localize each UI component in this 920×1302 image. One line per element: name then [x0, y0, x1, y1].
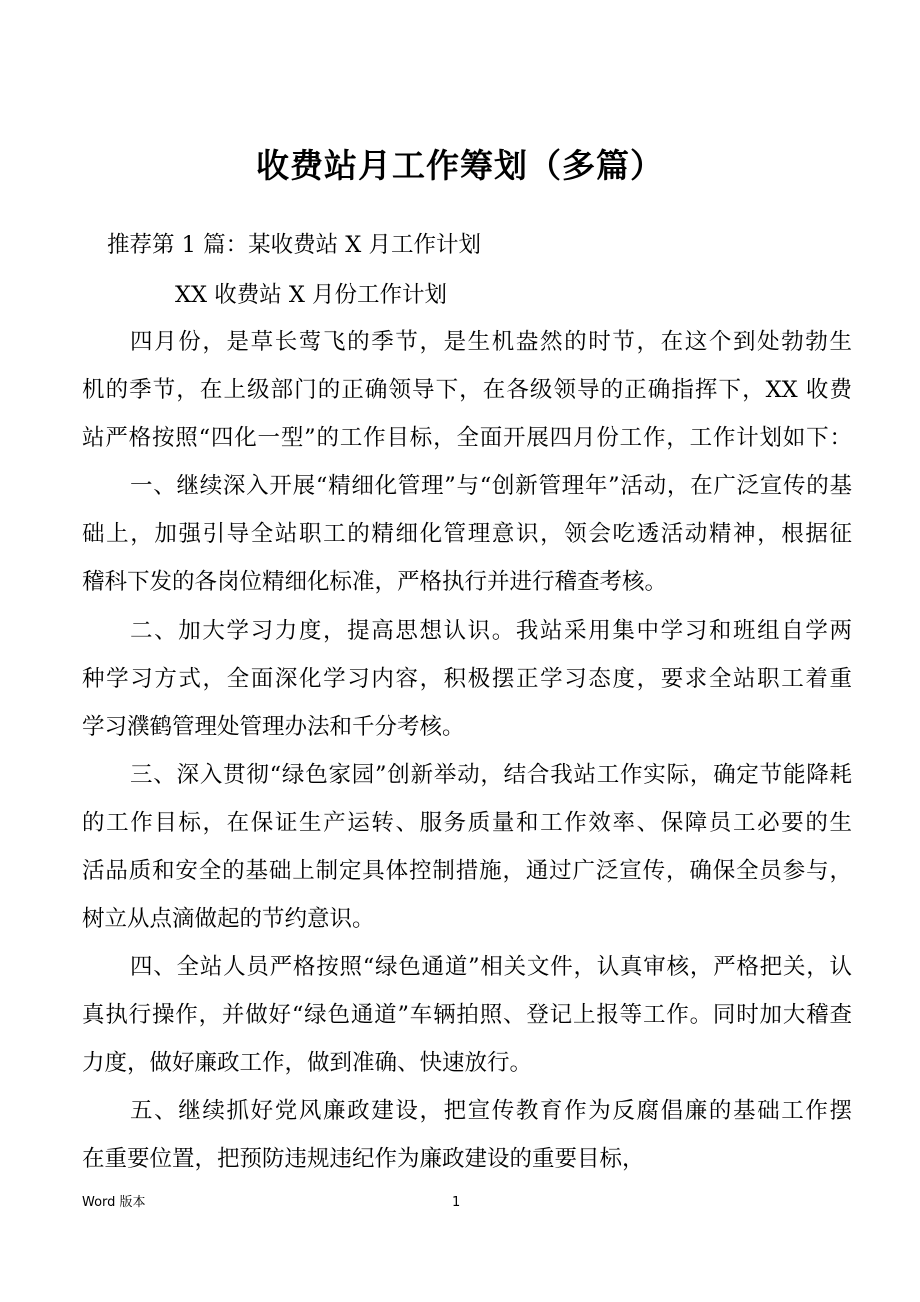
paragraph-line: 五、继续抓好党风廉政建设，把宣传教育作为反腐倡廉的基础工作摆: [130, 1098, 852, 1124]
paragraph-line: 树立从点滴做起的节约意识。: [82, 906, 375, 932]
paragraph-line: 稽科下发的各岗位精细化标准，严格执行并进行稽查考核。: [82, 569, 668, 595]
paragraph-line: 机的季节，在上级部门的正确领导下，在各级领导的正确指挥下，XX 收费: [82, 377, 852, 403]
paragraph-line: 四月份，是草长莺飞的季节，是生机盎然的时节，在这个到处勃勃生: [130, 329, 852, 355]
paragraph-line: 活品质和安全的基础上制定具体控制措施，通过广泛宣传，确保全员参与，: [82, 858, 852, 884]
paragraph-line: 真执行操作，并做好“绿色通道”车辆拍照、登记上报等工作。同时加大稽查: [82, 1002, 852, 1028]
document-title: 收费站月工作筹划（多篇）: [256, 146, 664, 185]
page-number: 1: [452, 1195, 461, 1210]
footer-label: Word 版本: [82, 1195, 146, 1210]
paragraph-line: 三、深入贯彻“绿色家园”创新举动，结合我站工作实际，确定节能降耗: [130, 762, 852, 788]
paragraph-line: 种学习方式，全面深化学习内容，积极摆正学习态度，要求全站职工着重: [82, 666, 852, 692]
paragraph-line: 在重要位置，把预防违规违纪作为廉政建设的重要目标，: [82, 1146, 645, 1172]
paragraph-line: 学习濮鹤管理处管理办法和千分考核。: [82, 714, 465, 740]
paragraph-line: 础上，加强引导全站职工的精细化管理意识，领会吃透活动精神，根据征: [82, 521, 852, 547]
paragraph-line: 一、继续深入开展“精细化管理”与“创新管理年”活动，在广泛宣传的基: [130, 473, 852, 499]
paragraph-line: 力度，做好廉政工作，做到准确、快速放行。: [82, 1050, 533, 1076]
paragraph-line: 的工作目标，在保证生产运转、服务质量和工作效率、保障员工必要的生: [82, 810, 852, 836]
paragraph-line: 二、加大学习力度，提高思想认识。我站采用集中学习和班组自学两: [130, 618, 852, 644]
paragraph-line: 站严格按照“四化一型”的工作目标，全面开展四月份工作，工作计划如下：: [82, 425, 852, 451]
recommend-heading: 推荐第 1 篇：某收费站 X 月工作计划: [107, 232, 481, 258]
plan-heading: XX 收费站 X 月份工作计划: [175, 282, 448, 308]
paragraph-line: 四、全站人员严格按照“绿色通道”相关文件，认真审核，严格把关，认: [130, 954, 852, 980]
